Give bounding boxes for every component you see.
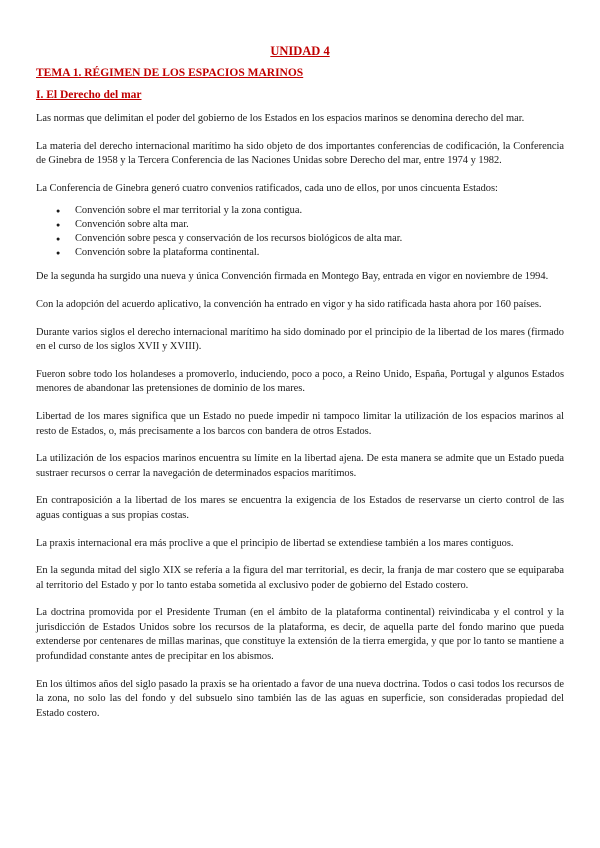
paragraph: La praxis internacional era más proclive a que el principio de libertad se extendiese también a los mares contiguos. (36, 537, 514, 549)
list-item: ● Convención sobre la plataforma continental. (56, 246, 564, 260)
paragraph: En la segunda mitad del siglo XIX se refería a la figura del mar territorial, es decir, la franja de mar costero que se equiparaba al territorio del Estado y por lo tanto estaba sometida al exclusivo poder de gobierno del Estado costero. (36, 565, 564, 591)
paragraph: Fueron sobre todo los holandeses a promoverlo, induciendo, poco a poco, a Reino Unido, España, Portugal y algunos Estados menores de abandonar las pretensiones de dominio de los mares. (36, 368, 564, 395)
paragraph: La Conferencia de Ginebra generó cuatro convenios ratificados, cada uno de ellos, por unos cincuenta Estados: (36, 182, 498, 194)
conventions-list (36, 204, 564, 260)
list-item: ● Convención sobre pesca y conservación de los recursos biológicos de alta mar. (56, 232, 564, 246)
paragraph: Libertad de los mares significa que un Estado no puede impedir ni tampoco limitar la utilización de los espacios marinos al resto de Estados, o, más precisamente a los barcos con bandera de otros Estados. (36, 410, 564, 437)
paragraph: Las normas que delimitan el poder del gobierno de los Estados en los espacios marinos se denomina derecho del mar. (36, 113, 525, 124)
paragraph: La materia del derecho internacional marítimo ha sido objeto de dos importantes conferencias de codificación, la Conferencia de Ginebra de 1958 y la Tercera Conferencia de las Naciones Unidas sobre Derecho del mar, entre 1974 y 1982. (36, 140, 564, 167)
paragraph: En contraposición a la libertad de los mares se encuentra la exigencia de los Estados de reservarse un cierto control de las aguas contiguas a sus propias costas. (36, 495, 564, 521)
paragraph: En los últimos años del siglo pasado la praxis se ha orientado a favor de una nueva doctrina. Todos o casi todos los recursos de la zona, no solo las del fondo y del subsuelo sino también las de las aguas en superficie, son consideradas propiedad del Estado costero. (36, 678, 564, 719)
paragraph: La utilización de los espacios marinos encuentra su límite en la libertad ajena. De esta manera se admite que un Estado pueda sustraer recursos o cerrar la navegación de determinados espacios marítimos. (36, 453, 564, 479)
list-item: ● Convención sobre el mar territorial y la zona contigua. (56, 204, 564, 218)
paragraph: La doctrina promovida por el Presidente Truman (en el ámbito de la plataforma continental) reivindicaba y el control y la jurisdicción de Estados Unidos sobre los recursos de la plataforma, es decir, de aquella parte del fondo marino que pueda extenderse por centenares de millas marinas, que constituye la extensión de la tierra emergida, y que por lo tanto se mantiene a profundidad constante antes de precipitar en los abismos. (36, 607, 564, 663)
paragraph: De la segunda ha surgido una nueva y única Convención firmada en Montego Bay, entrada en vigor en noviembre de 1994. (36, 271, 549, 283)
topic-title: TEMA 1. RÉGIMEN DE LOS ESPACIOS MARINOS (36, 67, 304, 79)
paragraph: Con la adopción del acuerdo aplicativo, la convención ha entrado en vigor y ha sido ratificada hasta ahora por 160 países. (36, 298, 542, 310)
paragraph: Durante varios siglos el derecho internacional marítimo ha sido dominado por el principio de la libertad de los mares (firmado en el curso de los siglos XVII y XVIII). (36, 326, 564, 353)
section-title: I. El Derecho del mar (36, 89, 142, 101)
list-item: ● Convención sobre alta mar. (56, 218, 564, 232)
unit-title: UNIDAD 4 (270, 44, 330, 58)
